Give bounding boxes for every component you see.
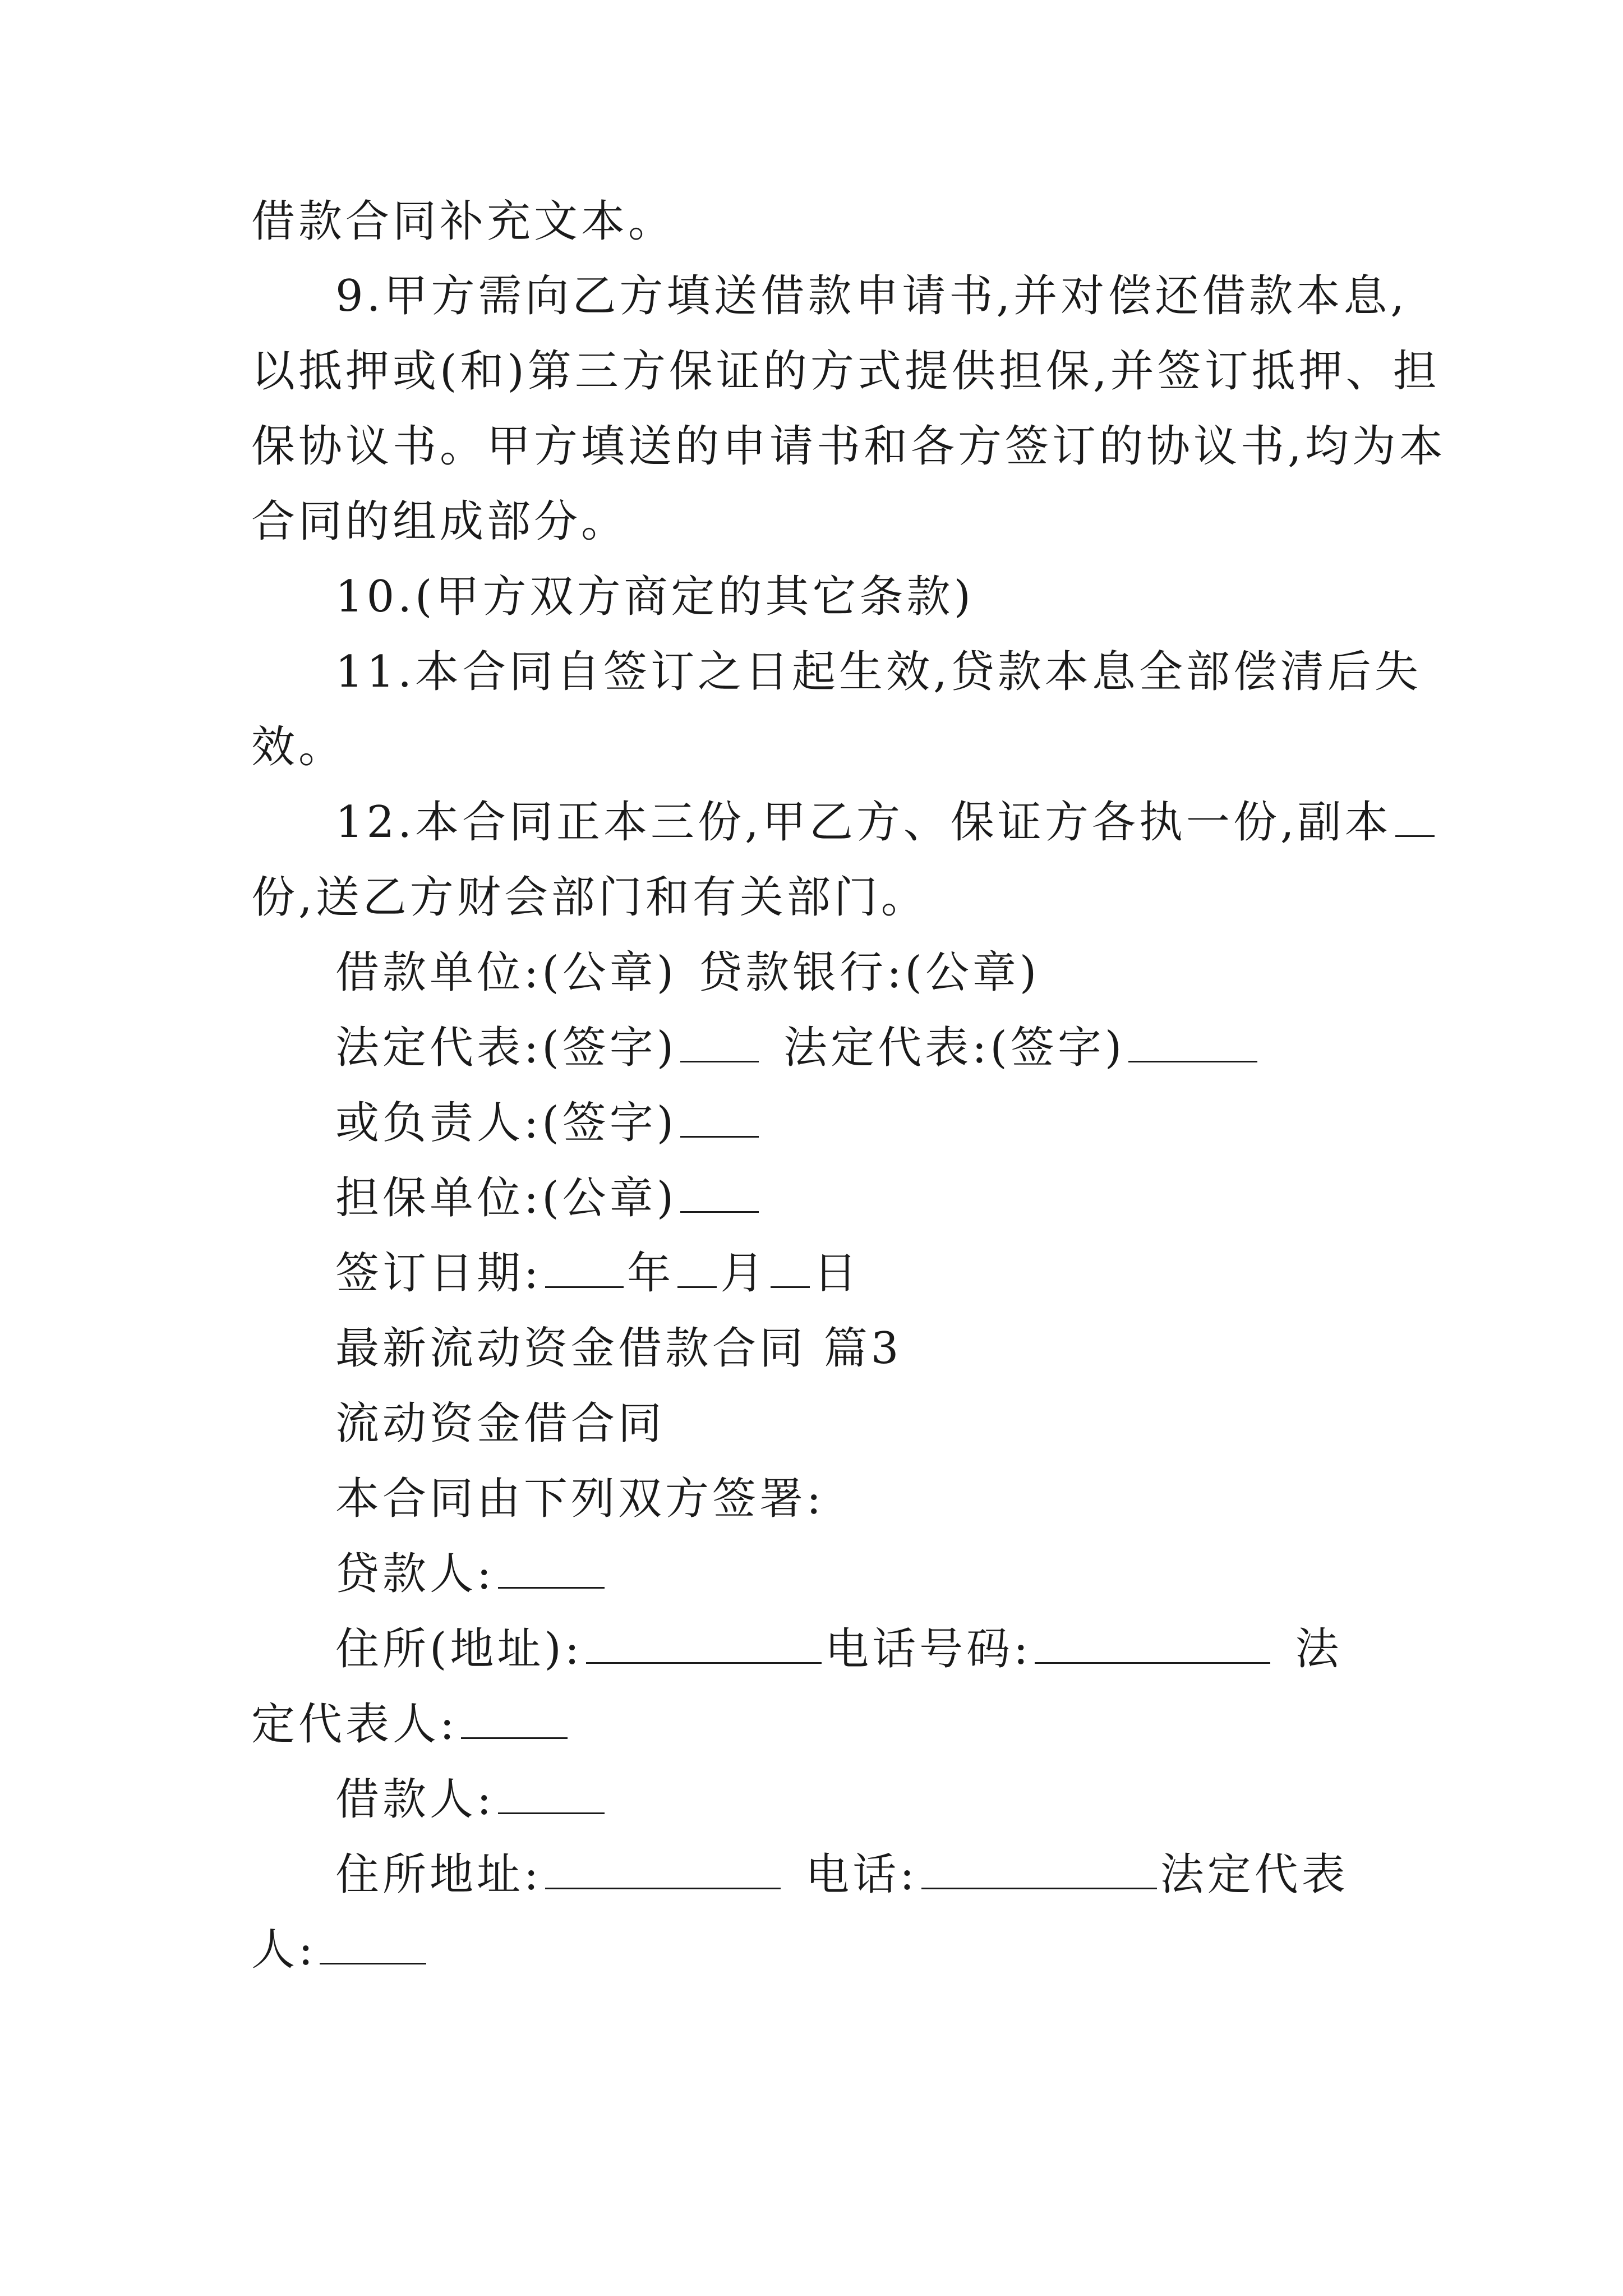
paragraph-text: 合同的组成部分。 — [251, 496, 629, 547]
year-label: 年 — [627, 1248, 675, 1299]
field-label: 贷款人: — [335, 1549, 495, 1599]
signature-line — [335, 1170, 1374, 1226]
heading-text: 流动资金借合同 — [335, 1398, 666, 1449]
text-line — [335, 569, 1374, 625]
paragraph-text: 借款合同补充文本。 — [251, 196, 676, 247]
fill-in-blank — [498, 1548, 605, 1589]
fill-in-blank — [545, 1848, 781, 1889]
field-label: 签订日期: — [335, 1248, 542, 1299]
text-line — [251, 194, 1374, 250]
party-line — [335, 1621, 1374, 1677]
field-label: 法定代表 — [1160, 1849, 1349, 1900]
field-label: 电话: — [805, 1849, 918, 1900]
month-blank — [677, 1247, 717, 1288]
paragraph-text: 以抵押或(和)第三方保证的方式提供担保,并签订抵押、担 — [251, 346, 1440, 397]
fill-in-blank — [498, 1773, 605, 1814]
paragraph-text: 12.本合同正本三份,甲乙方、保证方各执一份,副本 — [335, 797, 1392, 848]
party-line — [335, 1847, 1374, 1903]
text-line — [335, 644, 1422, 700]
paragraph-text: 10.(甲方双方商定的其它条款) — [335, 572, 974, 622]
paragraph-text: 本合同由下列双方签署: — [335, 1474, 825, 1524]
paragraph-text: 9.甲方需向乙方填送借款申请书,并对偿还借款本息, — [335, 271, 1408, 321]
fill-in-blank — [921, 1848, 1157, 1889]
paragraph-text: 效。 — [251, 722, 346, 772]
field-label: 人: — [251, 1925, 317, 1975]
signature-line — [335, 945, 1374, 1001]
fill-in-blank — [680, 1097, 759, 1138]
fill-in-blank — [1395, 796, 1435, 837]
fill-in-blank — [320, 1924, 426, 1964]
party-line — [335, 1546, 1374, 1602]
text-line — [251, 719, 1374, 775]
paragraph-text: 11.本合同自签订之日起生效,贷款本息全部偿清后失 — [335, 647, 1422, 697]
field-label: 定代表人: — [251, 1699, 458, 1750]
text-line — [335, 268, 1408, 324]
fill-in-blank — [1035, 1623, 1270, 1664]
field-label: 或负责人:(签字) — [335, 1098, 677, 1148]
signature-line — [335, 1020, 1374, 1076]
field-label: 法定代表:(签字) — [335, 1023, 677, 1073]
fill-in-blank — [461, 1698, 568, 1739]
field-label: 借款单位:(公章) — [335, 947, 677, 998]
field-label: 担保单位:(公章) — [335, 1173, 677, 1223]
field-label: 法 — [1295, 1624, 1343, 1674]
fill-in-blank — [586, 1623, 822, 1664]
text-line — [251, 869, 1374, 926]
paragraph-text: 份,送乙方财会部门和有关部门。 — [251, 872, 928, 923]
field-label: 住所地址: — [335, 1849, 542, 1900]
date-line — [335, 1245, 1374, 1301]
year-blank — [545, 1247, 624, 1288]
text-line — [251, 343, 1440, 399]
field-label: 法定代表:(签字) — [783, 1023, 1126, 1073]
field-label: 贷款银行:(公章) — [698, 947, 1040, 998]
paragraph-text: 保协议书。甲方填送的申请书和各方签订的协议书,均为本 — [251, 421, 1446, 472]
party-line — [251, 1696, 1374, 1752]
day-label: 日 — [813, 1248, 861, 1299]
field-label: 住所(地址): — [335, 1624, 583, 1674]
fill-in-blank — [1128, 1022, 1257, 1062]
section-heading — [335, 1320, 1374, 1377]
contract-title — [335, 1396, 1374, 1452]
month-label: 月 — [720, 1248, 768, 1299]
field-label: 电话号码: — [825, 1624, 1032, 1674]
fill-in-blank — [680, 1172, 759, 1213]
party-line — [251, 1922, 1374, 1978]
text-line — [251, 494, 1374, 550]
fill-in-blank — [680, 1022, 759, 1062]
text-line — [335, 1471, 1374, 1527]
field-label: 借款人: — [335, 1774, 495, 1825]
signature-line — [335, 1095, 1374, 1151]
heading-text: 最新流动资金借款合同 篇3 — [335, 1323, 902, 1374]
text-line — [251, 418, 1446, 475]
day-blank — [771, 1247, 810, 1288]
party-line — [335, 1772, 1374, 1828]
text-line — [335, 794, 1392, 850]
